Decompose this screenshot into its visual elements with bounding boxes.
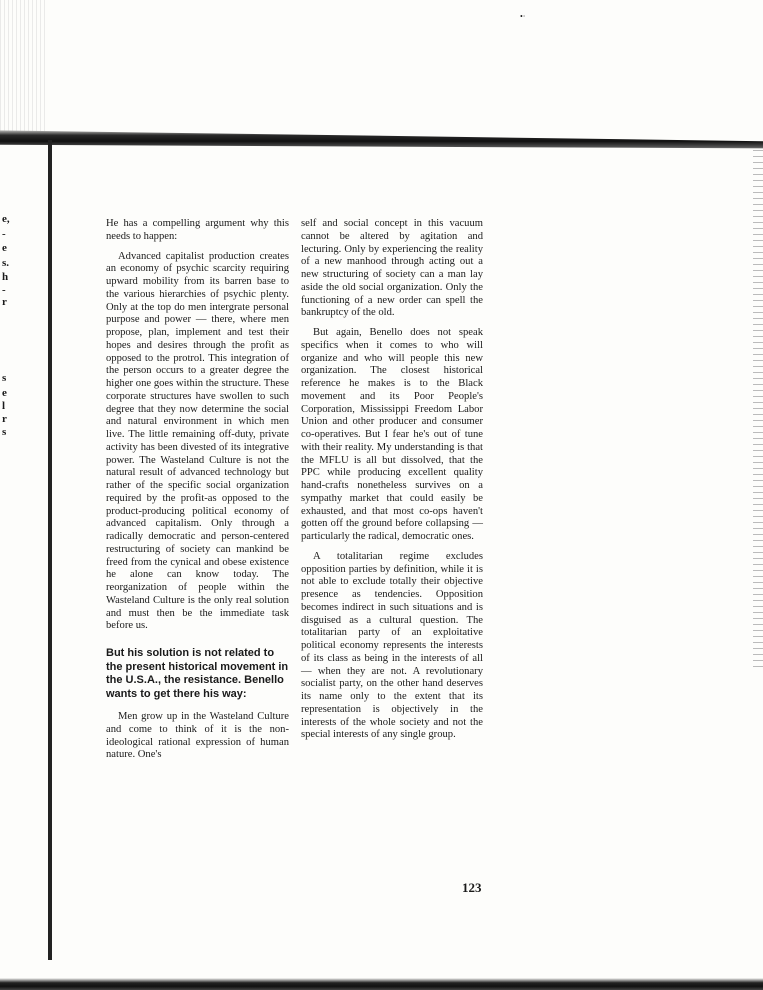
margin-fragment: s bbox=[2, 426, 7, 438]
right-text-column bbox=[301, 218, 483, 749]
page-fold-shadow bbox=[0, 128, 763, 152]
page-bottom-shadow bbox=[0, 978, 763, 990]
book-spine-edge bbox=[48, 140, 52, 960]
paragraph: Advanced capitalist production creates an economy of psychic scarcity requiring upward mobility from its barren base to the various hierarchies of psychic plenty. Only at the top do men intergrate personal purpose and power — there, where men propose, plan, implement and test their hopes and desires through the profit as opposed to the protrol. This integration of the person occurs to a greater degree the higher one goes within the structure. These corporate structures have swollen to such degree that they now determine the social and natural environment in which men live. The little remaining off-duty, private activity has been divested of its integrative power. The Wasteland Culture is not the natural result of advanced technology but rather of the specific social organization required by the profit-as opposed to the product-producing political economy of advanced capitalism. Only through a radically democratic and person-centered restructuring of society can mankind be freed from the cynical and obese existence he alone can know today. The reorganization of people within the Wasteland Culture is the only real solution and must then be the immediate task before us. bbox=[106, 250, 289, 632]
margin-fragment: l bbox=[2, 400, 6, 412]
paragraph: A totalitarian regime excludes opposition parties by definition, while it is not able to exclude totally their objective presence as tendencies. Opposition becomes indirect in such situations and is disguised as a cultural question. The totalitarian party of an exploitative political economy represents the interests of its class as being in the interests of all — when they are not. A revolutionary socialist party, on the other hand deserves its name only to the extent that its representation is objectively in the interests of the whole society and not the special interests of any single group. bbox=[301, 550, 483, 741]
scan-speck: •· bbox=[520, 12, 526, 21]
margin-fragment: e, bbox=[2, 213, 10, 225]
margin-fragment: e bbox=[2, 387, 7, 399]
margin-fragment: - bbox=[2, 228, 6, 240]
margin-fragment: s. bbox=[2, 257, 10, 269]
scan-noise-right bbox=[753, 150, 763, 670]
paragraph: But again, Benello does not speak specifics when it comes to who will organize and who will people this new organization. The closest historical reference he makes is to the Black movement and its Poor People's Corporation, Mississippi Freedom Labor Union and other producer and consumer co-operatives. But I fear he's out of tune with their reality. My understanding is that the MFLU is all but dissolved, that the PPC while producing excellent quality hand-crafts nonetheless survives on a sympathy market that could easily be exhausted, and that most co-ops haven't gotten off the ground before collapsing — particularly the radical, democratic ones. bbox=[301, 327, 483, 542]
page-number: 123 bbox=[462, 880, 482, 895]
margin-fragment: - bbox=[2, 284, 6, 296]
left-text-column bbox=[106, 218, 289, 769]
margin-fragment: s bbox=[2, 372, 7, 384]
scan-noise-left bbox=[0, 0, 46, 140]
margin-fragment: r bbox=[2, 413, 7, 425]
paragraph: Men grow up in the Wasteland Culture and come to think of it is the non-ideological rational expression of human nature. One's bbox=[106, 711, 289, 761]
margin-fragment: h bbox=[2, 271, 9, 283]
margin-fragment: r bbox=[2, 296, 7, 308]
paragraph: He has a compelling argument why this needs to happen: bbox=[106, 218, 289, 242]
paragraph: self and social concept in this vacuum cannot be altered by agitation and lecturing. Only by experiencing the reality of a new manhood through acting out a new structuring of society can a man lay aside the old social organization. Only the functioning of a new order can spell the bankruptcy of the old. bbox=[301, 218, 483, 319]
margin-fragment: e bbox=[2, 242, 7, 254]
emphasized-paragraph: But his solution is not related to the present historical movement in the U.S.A., the resistance. Benello wants to get there his way: bbox=[106, 647, 289, 700]
